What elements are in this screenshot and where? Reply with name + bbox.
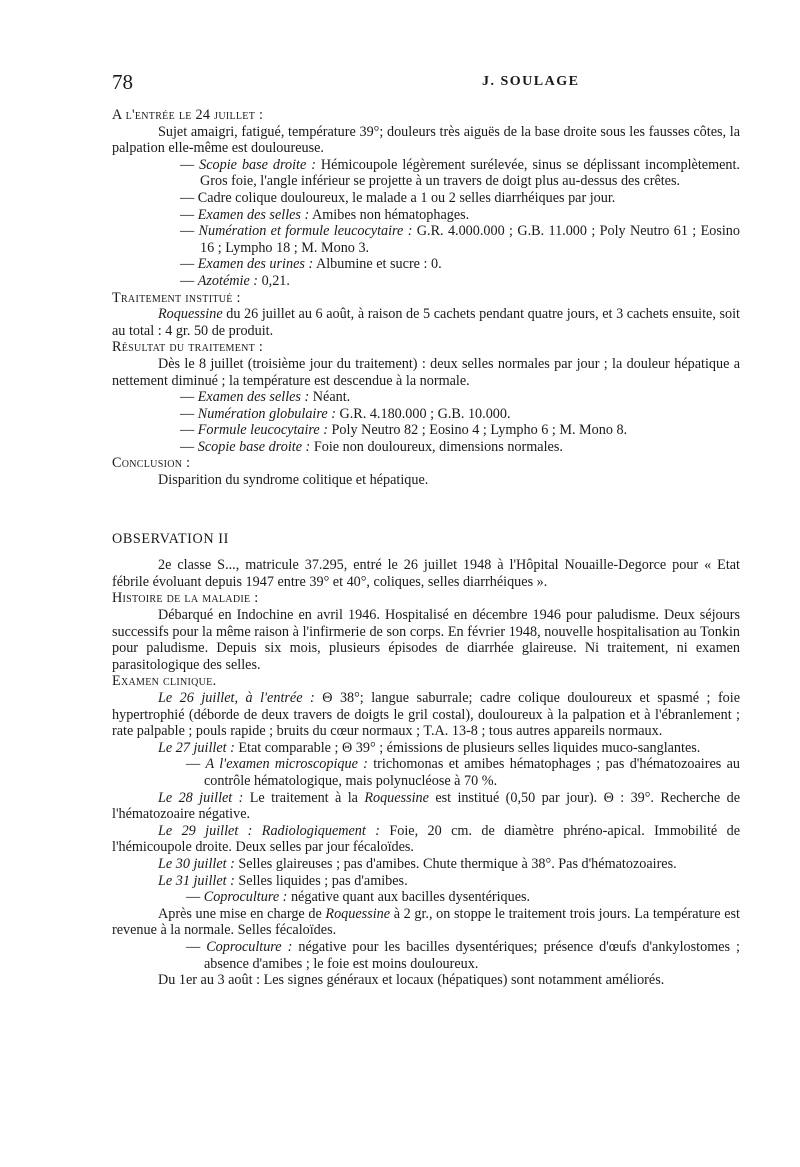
paragraph-text: Foie, 20 cm. de diamètre phréno-apical. Immobilité de l'hémicoupole droite. Deux selles par jour fécaloïdes. [112, 822, 740, 856]
paragraph-intro: 2e classe S..., matricule 37.295, entré le 26 juillet 1948 à l'Hôpital Nouaille-Degorce pour « Etat fébrile évoluant depuis 1947 entre 39° et 40°, coliques, selles diarrhéiques ». [112, 557, 740, 590]
item-azotemie: — Azotémie : 0,21. [180, 272, 290, 289]
date-label: Le 31 juillet : [158, 872, 235, 889]
paragraph-conclusion: Disparition du syndrome colitique et hépatique. [158, 472, 429, 489]
item-text: Poly Neutro 82 ; Eosino 4 ; Lympho 6 ; M. Mono 8. [328, 422, 628, 439]
date-label: Le 26 juillet, à l'entrée : [158, 690, 315, 706]
item-label: Examen des selles : [197, 389, 310, 406]
item-label: A l'examen microscopique : [205, 756, 368, 773]
paragraph-26-juillet [112, 690, 740, 740]
paragraph-text: Après une mise en charge de [158, 905, 326, 922]
drug-name: Roquessine [325, 905, 391, 922]
observation-title: OBSERVATION II [112, 530, 229, 547]
paragraph-text: Le traitement à la [243, 789, 365, 806]
section-heading-entree: A l'entrée le 24 juillet : [112, 107, 264, 123]
date-label: Le 27 juillet : [158, 739, 235, 756]
item-globulaire: — Numération globulaire : G.R. 4.180.000 ; G.B. 10.000. [180, 405, 511, 422]
paragraph-text: Selles liquides ; pas d'amibes. [234, 872, 408, 889]
paragraph-28-juillet [112, 790, 740, 823]
paragraph-31-juillet [112, 873, 740, 890]
item-label: Numération globulaire : [197, 405, 336, 422]
item-text: Albumine et sucre : 0. [313, 256, 442, 273]
item-text: Néant. [309, 389, 351, 406]
paragraph-27-juillet [112, 740, 740, 757]
item-text: trichomonas et amibes hématophages ; pas d'hématozoaires au contrôle hématologique, mais polynucléose à 70 %. [204, 756, 741, 789]
running-head: J. SOULAGE [482, 74, 580, 89]
item-label: Azotémie : [197, 272, 259, 289]
paragraph-apres [112, 906, 740, 939]
paragraph-entree: Sujet amaigri, fatigué, température 39°; douleurs très aiguës de la base droite sous les fausses côtes, la palpation elle-même est douloureuse. [112, 123, 740, 157]
item-urines: — Examen des urines : Albumine et sucre : 0. [180, 256, 442, 273]
paragraph-text: à 2 gr., on stoppe le traitement trois jours. La température est revenue à la normale. Selles fécaloïdes. [112, 905, 740, 939]
paragraph-text: est institué (0,50 par jour). Θ : 39°. Recherche de l'hématozoaire négative. [112, 789, 740, 823]
section-heading-histoire: Histoire de la maladie : [112, 590, 259, 607]
item-text: Hémicoupole légèrement surélevée, sinus se déplissant incomplètement. Gros foie, l'angle inférieur se projette à un travers de doigt plus au-dessus des crêtes. [200, 156, 740, 190]
item-text: négative pour les bacilles dysentériques; présence d'œufs d'ankylostomes ; absence d'amibes ; le foie est moins douloureux. [204, 938, 740, 972]
paragraph-text: du 26 juillet au 6 août, à raison de 5 cachets pendant quatre jours, et 3 cachets ensuite, soit au total : 4 gr. 50 de produit. [112, 306, 740, 339]
paragraph-resultat: Dès le 8 juillet (troisième jour du traitement) : deux selles normales par jour ; la douleur hépatique a nettement diminué ; la température est descendue à la normale. [112, 355, 740, 389]
paragraph-text: Selles glaireuses ; pas d'amibes. Chute thermique à 38°. Pas d'hématozoaires. [234, 855, 677, 872]
section-heading-traitement: Traitement institué : [112, 289, 241, 306]
item-text: négative quant aux bacilles dysentériques. [287, 889, 531, 906]
item-cadre: — Cadre colique douloureux, le malade a 1 ou 2 selles diarrhéiques par jour. [180, 189, 616, 206]
item-formule: — Formule leucocytaire : Poly Neutro 82 ; Eosino 4 ; Lympho 6 ; M. Mono 8. [180, 422, 628, 439]
section-heading-examen: Examen clinique. [112, 673, 217, 690]
item-label: Scopie base droite : [199, 156, 316, 173]
item-text: G.R. 4.000.000 ; G.B. 11.000 ; Poly Neutro 61 ; Eosino 16 ; Lympho 18 ; M. Mono 3. [200, 223, 740, 256]
drug-name: Roquessine [364, 789, 429, 806]
paragraph-30-juillet [112, 856, 740, 873]
item-text: Amibes non hématophages. [309, 206, 470, 223]
paragraph-text: Etat comparable ; Θ 39° ; émissions de plusieurs selles liquides muco-sanglantes. [234, 739, 701, 756]
item-text: Foie non douloureux, dimensions normales. [310, 438, 563, 455]
item-numeration: — Numération et formule leucocytaire : G.R. 4.000.000 ; G.B. 11.000 ; Poly Neutro 61 ; Eosino 16 ; Lympho 18 ; M. Mono 3. [180, 223, 740, 256]
item-label: Examen des urines : [197, 256, 314, 273]
section-heading-resultat: Résultat du traitement : [112, 339, 264, 356]
date-label: Le 28 juillet : [158, 789, 244, 806]
paragraph-histoire: Débarqué en Indochine en avril 1946. Hospitalisé en décembre 1946 pour paludisme. Deux séjours successifs pour la même raison à l'infirmerie de son corps. En février 1948, nouvelle hospitalisation au Tonkin pour paludisme. Depuis six mois, plusieurs épisodes de diarrhée glaireuse. Ni traitement, ni examen parasitologique des selles. [112, 607, 740, 673]
item-text: Cadre colique douloureux, le malade a 1 ou 2 selles diarrhéiques par jour. [197, 189, 616, 206]
date-label: Le 29 juillet : Radiologiquement : [158, 822, 380, 839]
item-coproculture-2: — Coproculture : négative pour les bacilles dysentériques; présence d'œufs d'ankylostomes ; absence d'amibes ; le foie est moins douloureux. [186, 938, 740, 972]
body-text [112, 107, 740, 989]
item-scopie-2: — Scopie base droite : Foie non douloureux, dimensions normales. [180, 438, 563, 455]
item-label: Coproculture : [203, 889, 288, 906]
drug-name: Roquessine [158, 306, 223, 323]
item-label: Examen des selles : [197, 206, 310, 223]
paragraph-final: Du 1er au 3 août : Les signes généraux et locaux (hépatiques) sont notamment améliorés. [158, 972, 665, 989]
section-spacer [112, 489, 740, 529]
item-label: Numération et formule leucocytaire : [198, 223, 413, 240]
item-label: Coproculture : [206, 938, 293, 955]
item-selles-2: — Examen des selles : Néant. [180, 389, 351, 406]
item-microscopique: — A l'examen microscopique : trichomonas et amibes hématophages ; pas d'hématozoaires au contrôle hématologique, mais polynucléose à 70 %. [186, 756, 741, 789]
item-text: 0,21. [258, 272, 290, 289]
item-label: Scopie base droite : [197, 438, 311, 455]
item-label: Formule leucocytaire : [197, 422, 328, 439]
paragraph-29-juillet [112, 823, 740, 856]
section-heading-conclusion: Conclusion : [112, 455, 191, 472]
date-label: Le 30 juillet : [158, 855, 235, 872]
page-header [112, 70, 742, 96]
item-text: G.R. 4.180.000 ; G.B. 10.000. [335, 405, 511, 422]
item-selles: — Examen des selles : Amibes non hématophages. [180, 206, 470, 223]
paragraph-text: Θ 38°; langue saburrale; cadre colique douloureux et spasmé ; foie hypertrophié (déborde de deux travers de doigts le gril costal), douloureux à la palpation et à l'ébranlement ; rate palpable ; pouls rapide ; bruits du cœur normaux ; T.A. 13-8 ; tous autres appareils normaux. [112, 690, 741, 740]
item-coproculture-1: — Coproculture : négative quant aux bacilles dysentériques. [186, 889, 531, 906]
page-number: 78 [112, 70, 133, 94]
paragraph-traitement [112, 306, 740, 339]
item-scopie: — Scopie base droite : Hémicoupole légèrement surélevée, sinus se déplissant incomplètement. Gros foie, l'angle inférieur se projette à un travers de doigt plus au-dessus des crêtes. [180, 156, 740, 190]
